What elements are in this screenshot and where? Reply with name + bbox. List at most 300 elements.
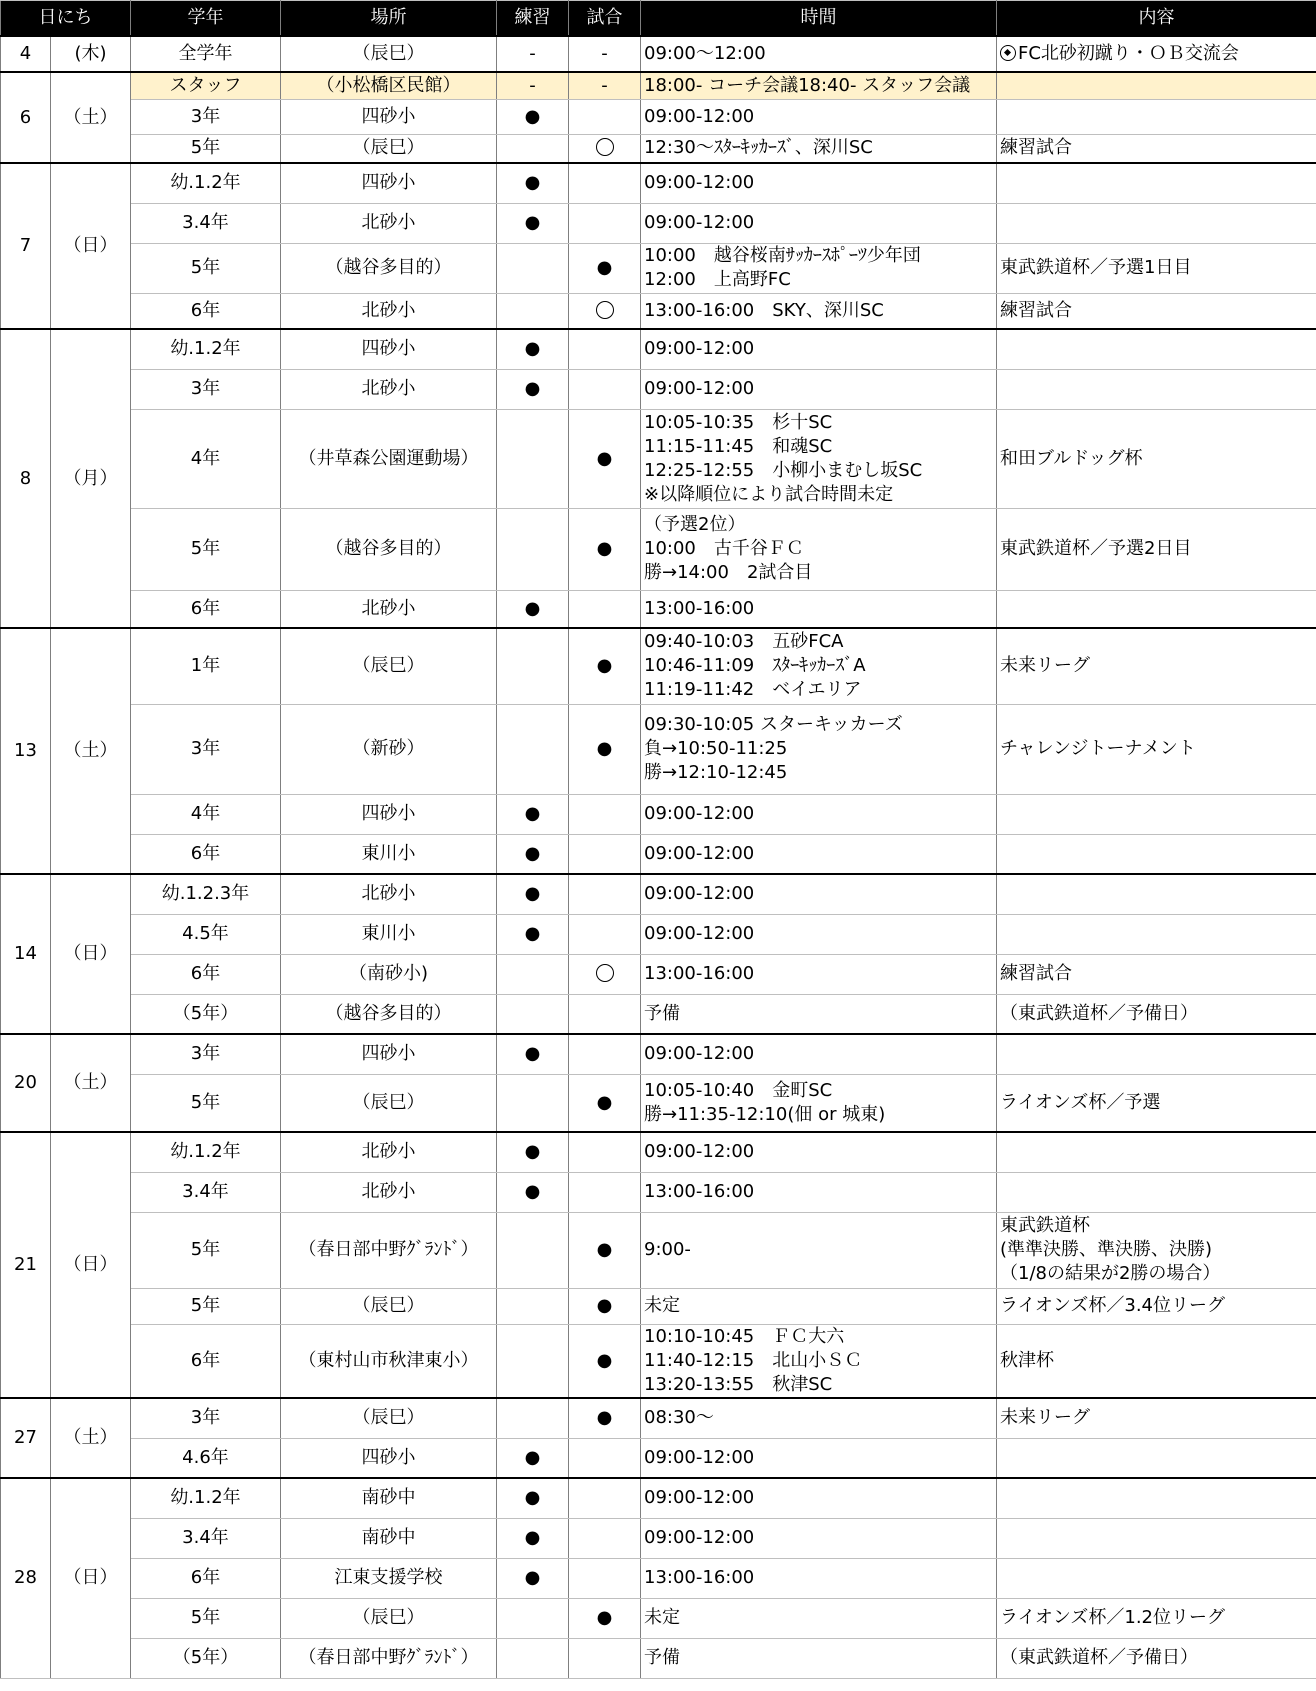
grade-cell: 5年 bbox=[131, 1288, 281, 1324]
time-line: （予選2位） bbox=[644, 514, 746, 535]
day-number: 8 bbox=[1, 329, 51, 628]
place-cell: 北砂小 bbox=[281, 1132, 497, 1172]
grade-cell: スタッフ bbox=[131, 72, 281, 99]
time-line: 09:00-12:00 bbox=[644, 105, 755, 127]
time-cell bbox=[641, 508, 997, 590]
place-cell: （新砂） bbox=[281, 704, 497, 794]
time-line: 10:05-10:35 杉十SC bbox=[644, 411, 833, 433]
header-row bbox=[1, 1, 1316, 37]
time-line: 09:00-12:00 bbox=[644, 172, 755, 194]
day-number: 27 bbox=[1, 1398, 51, 1478]
content-text: 未来リーグ bbox=[1000, 1407, 1090, 1429]
time-cell bbox=[641, 369, 997, 409]
time-line: 09:00-12:00 bbox=[644, 923, 755, 944]
place-cell: （越谷多目的） bbox=[281, 508, 497, 590]
match-mark bbox=[569, 99, 641, 134]
time-line: 未定 bbox=[644, 1607, 680, 1628]
time-line: 09:00-12:00 bbox=[644, 1446, 755, 1468]
time-cell bbox=[641, 1034, 997, 1074]
practice-mark bbox=[497, 293, 569, 329]
day-number: 20 bbox=[1, 1034, 51, 1132]
day-of-week: （土） bbox=[51, 72, 131, 163]
place-cell: （辰巳） bbox=[281, 1074, 497, 1132]
table-row bbox=[1, 1074, 1316, 1132]
content-cell bbox=[997, 1034, 1316, 1074]
time-line: 11:40-12:15 北山小ＳＣ bbox=[644, 1349, 863, 1371]
place-cell: 北砂小 bbox=[281, 590, 497, 628]
circle-mark-icon bbox=[596, 301, 614, 319]
content-cell bbox=[997, 628, 1316, 704]
place-cell: （小松橋区民館） bbox=[281, 72, 497, 99]
practice-mark: ● bbox=[497, 369, 569, 409]
day-number: 7 bbox=[1, 163, 51, 329]
content-text: 練習試合 bbox=[1000, 963, 1072, 984]
day-of-week: （日） bbox=[51, 1132, 131, 1398]
match-mark bbox=[569, 1172, 641, 1212]
practice-mark bbox=[497, 1324, 569, 1398]
match-mark: ● bbox=[569, 1212, 641, 1288]
content-cell bbox=[997, 1598, 1316, 1638]
table-row bbox=[1, 36, 1316, 72]
grade-cell: 幼.1.2年 bbox=[131, 163, 281, 203]
time-line: 09:00-12:00 bbox=[644, 803, 755, 824]
practice-mark: ● bbox=[497, 794, 569, 834]
content-cell bbox=[997, 874, 1316, 914]
time-cell bbox=[641, 409, 997, 508]
practice-mark: - bbox=[497, 36, 569, 72]
time-cell bbox=[641, 590, 997, 628]
time-line: 09:00-12:00 bbox=[644, 1487, 755, 1509]
table-row bbox=[1, 1034, 1316, 1074]
practice-mark bbox=[497, 243, 569, 293]
grade-cell: 3.4年 bbox=[131, 1518, 281, 1558]
time-cell bbox=[641, 36, 997, 72]
practice-mark bbox=[497, 134, 569, 163]
place-cell: （井草森公園運動場） bbox=[281, 409, 497, 508]
content-cell bbox=[997, 1638, 1316, 1678]
day-number: 21 bbox=[1, 1132, 51, 1398]
content-text: FC北砂初蹴り・ＯＢ交流会 bbox=[1018, 43, 1239, 64]
time-line: 08:30～ bbox=[644, 1407, 714, 1429]
place-cell: 北砂小 bbox=[281, 293, 497, 329]
content-cell bbox=[997, 1398, 1316, 1438]
day-number: 6 bbox=[1, 72, 51, 163]
place-cell: 北砂小 bbox=[281, 203, 497, 243]
time-cell bbox=[641, 994, 997, 1034]
content-line bbox=[1000, 1294, 1313, 1318]
grade-cell: 6年 bbox=[131, 1558, 281, 1598]
match-mark bbox=[569, 994, 641, 1034]
place-cell: 江東支援学校 bbox=[281, 1558, 497, 1598]
time-line: 13:00-16:00 bbox=[644, 963, 755, 984]
time-line: 09:00-12:00 bbox=[644, 1043, 755, 1065]
time-cell bbox=[641, 1638, 997, 1678]
table-row bbox=[1, 243, 1316, 293]
day-of-week: （土） bbox=[51, 1398, 131, 1478]
content-text: チャレンジトーナメント bbox=[1000, 738, 1196, 759]
practice-mark: ● bbox=[497, 1132, 569, 1172]
time-line: 09:00-12:00 bbox=[644, 883, 755, 905]
match-mark bbox=[569, 329, 641, 369]
place-cell: （越谷多目的） bbox=[281, 994, 497, 1034]
content-text: 東武鉄道杯／予選1日目 bbox=[1000, 257, 1192, 278]
schedule-body bbox=[1, 36, 1316, 1678]
content-text: ライオンズ杯／3.4位リーグ bbox=[1000, 1295, 1226, 1316]
practice-mark: ● bbox=[497, 834, 569, 874]
match-mark bbox=[569, 163, 641, 203]
table-row bbox=[1, 590, 1316, 628]
place-cell: 四砂小 bbox=[281, 794, 497, 834]
grade-cell: （5年） bbox=[131, 1638, 281, 1678]
circle-mark-icon bbox=[596, 138, 614, 156]
grade-cell: 5年 bbox=[131, 243, 281, 293]
time-cell bbox=[641, 628, 997, 704]
time-line: ※以降順位により試合時間未定 bbox=[644, 483, 894, 505]
practice-mark: ● bbox=[497, 1438, 569, 1478]
content-cell bbox=[997, 1172, 1316, 1212]
match-mark bbox=[569, 369, 641, 409]
place-cell: （南砂小) bbox=[281, 954, 497, 994]
content-cell bbox=[997, 243, 1316, 293]
time-cell bbox=[641, 163, 997, 203]
table-row bbox=[1, 1288, 1316, 1324]
place-cell: 東川小 bbox=[281, 914, 497, 954]
match-mark bbox=[569, 1034, 641, 1074]
time-line: 勝→11:35-12:10(佃 or 城東) bbox=[644, 1103, 886, 1125]
time-cell bbox=[641, 1478, 997, 1518]
content-cell bbox=[997, 1132, 1316, 1172]
practice-mark bbox=[497, 1638, 569, 1678]
match-mark: ● bbox=[569, 1324, 641, 1398]
practice-mark: ● bbox=[497, 1518, 569, 1558]
table-row bbox=[1, 794, 1316, 834]
table-row bbox=[1, 1598, 1316, 1638]
table-row bbox=[1, 1518, 1316, 1558]
content-line bbox=[1000, 256, 1313, 280]
content-line bbox=[1000, 1238, 1313, 1262]
time-line: 09:00～12:00 bbox=[644, 43, 766, 64]
practice-mark: ● bbox=[497, 99, 569, 134]
content-cell bbox=[997, 590, 1316, 628]
table-row bbox=[1, 874, 1316, 914]
match-mark: ● bbox=[569, 1398, 641, 1438]
match-mark bbox=[569, 1638, 641, 1678]
time-cell bbox=[641, 1132, 997, 1172]
header-match: 試合 bbox=[569, 1, 641, 37]
match-mark: ● bbox=[569, 1074, 641, 1132]
time-line: 11:19-11:42 ベイエリア bbox=[644, 679, 862, 701]
content-line bbox=[1000, 1262, 1313, 1286]
match-mark bbox=[569, 293, 641, 329]
day-of-week: （月） bbox=[51, 329, 131, 628]
practice-mark bbox=[497, 409, 569, 508]
place-cell: （辰巳） bbox=[281, 36, 497, 72]
time-cell bbox=[641, 1598, 997, 1638]
header-content: 内容 bbox=[997, 1, 1316, 37]
day-number: 13 bbox=[1, 628, 51, 874]
table-row bbox=[1, 1212, 1316, 1288]
time-cell bbox=[641, 134, 997, 163]
day-of-week: （日） bbox=[51, 874, 131, 1034]
time-line: 12:25-12:55 小柳小まむし坂SC bbox=[644, 459, 923, 481]
header-place: 場所 bbox=[281, 1, 497, 37]
content-line bbox=[1000, 299, 1313, 323]
content-text: ライオンズ杯／1.2位リーグ bbox=[1000, 1607, 1226, 1628]
table-row bbox=[1, 628, 1316, 704]
practice-mark: ● bbox=[497, 203, 569, 243]
grade-cell: 3年 bbox=[131, 1398, 281, 1438]
table-row bbox=[1, 914, 1316, 954]
practice-mark bbox=[497, 1398, 569, 1438]
place-cell: 四砂小 bbox=[281, 329, 497, 369]
content-text: 練習試合 bbox=[1000, 299, 1072, 321]
grade-cell: 3年 bbox=[131, 1034, 281, 1074]
content-cell bbox=[997, 1212, 1316, 1288]
time-line: 10:00 越谷桜南ｻｯｶｰｽﾎﾟｰﾂ少年団 bbox=[644, 245, 921, 266]
time-line: 13:00‐16:00 bbox=[644, 597, 755, 619]
content-cell bbox=[997, 704, 1316, 794]
content-cell bbox=[997, 329, 1316, 369]
practice-mark bbox=[497, 628, 569, 704]
content-cell bbox=[997, 994, 1316, 1034]
table-row bbox=[1, 834, 1316, 874]
table-row bbox=[1, 1478, 1316, 1518]
practice-mark: ● bbox=[497, 1478, 569, 1518]
content-cell bbox=[997, 1478, 1316, 1518]
time-cell bbox=[641, 704, 997, 794]
place-cell: 南砂中 bbox=[281, 1518, 497, 1558]
time-line: 13:20-13:55 秋津SC bbox=[644, 1373, 833, 1395]
grade-cell: 4.6年 bbox=[131, 1438, 281, 1478]
grade-cell: 5年 bbox=[131, 1074, 281, 1132]
grade-cell: 5年 bbox=[131, 1598, 281, 1638]
table-row bbox=[1, 1438, 1316, 1478]
header-grade: 学年 bbox=[131, 1, 281, 37]
content-cell bbox=[997, 1558, 1316, 1598]
grade-cell: 5年 bbox=[131, 508, 281, 590]
time-line: 10:10-10:45 ＦＣ大六 bbox=[644, 1325, 845, 1347]
table-row bbox=[1, 508, 1316, 590]
time-line: 12:30～ｽﾀｰｷｯｶｰｽﾞ、深川SC bbox=[644, 137, 873, 159]
content-text: 秋津杯 bbox=[1000, 1349, 1054, 1371]
practice-mark bbox=[497, 704, 569, 794]
place-cell: 南砂中 bbox=[281, 1478, 497, 1518]
content-line bbox=[1000, 962, 1313, 986]
time-line: 予備 bbox=[644, 1002, 680, 1024]
time-line: 09:00-12:00 bbox=[644, 338, 755, 360]
time-cell bbox=[641, 203, 997, 243]
grade-cell: 5年 bbox=[131, 134, 281, 163]
time-line: 09:00-12:00 bbox=[644, 378, 755, 399]
header-practice: 練習 bbox=[497, 1, 569, 37]
time-line: 12:00 上高野FC bbox=[644, 269, 791, 290]
content-line bbox=[1000, 1349, 1313, 1373]
time-cell bbox=[641, 1172, 997, 1212]
grade-cell: 6年 bbox=[131, 834, 281, 874]
day-number: 14 bbox=[1, 874, 51, 1034]
place-cell: （辰巳） bbox=[281, 1288, 497, 1324]
time-line: 09:30-10:05 スターキッカーズ bbox=[644, 714, 903, 735]
content-line bbox=[1000, 447, 1313, 471]
day-of-week: （土） bbox=[51, 628, 131, 874]
grade-cell: 全学年 bbox=[131, 36, 281, 72]
match-mark: ● bbox=[569, 1288, 641, 1324]
content-cell bbox=[997, 99, 1316, 134]
content-line bbox=[1000, 1091, 1313, 1115]
practice-mark bbox=[497, 1288, 569, 1324]
match-mark bbox=[569, 874, 641, 914]
content-cell bbox=[997, 914, 1316, 954]
content-line bbox=[1000, 1606, 1313, 1630]
match-mark: - bbox=[569, 36, 641, 72]
content-cell bbox=[997, 203, 1316, 243]
match-mark bbox=[569, 954, 641, 994]
match-mark bbox=[569, 134, 641, 163]
time-line: 予備 bbox=[644, 1647, 680, 1668]
content-text: （東武鉄道杯／予備日） bbox=[1000, 1647, 1198, 1668]
match-mark bbox=[569, 1558, 641, 1598]
place-cell: （東村山市秋津東小） bbox=[281, 1324, 497, 1398]
content-line bbox=[1000, 42, 1313, 66]
practice-mark bbox=[497, 1074, 569, 1132]
time-line: 未定 bbox=[644, 1295, 680, 1316]
time-cell bbox=[641, 72, 997, 99]
content-cell bbox=[997, 163, 1316, 203]
content-cell bbox=[997, 508, 1316, 590]
practice-mark bbox=[497, 508, 569, 590]
day-of-week: （日） bbox=[51, 163, 131, 329]
match-mark bbox=[569, 203, 641, 243]
grade-cell: 6年 bbox=[131, 954, 281, 994]
content-line bbox=[1000, 1406, 1313, 1430]
table-row bbox=[1, 1132, 1316, 1172]
content-cell bbox=[997, 794, 1316, 834]
match-mark: ● bbox=[569, 628, 641, 704]
table-row bbox=[1, 1324, 1316, 1398]
table-row bbox=[1, 994, 1316, 1034]
table-row bbox=[1, 409, 1316, 508]
practice-mark: ● bbox=[497, 914, 569, 954]
grade-cell: 5年 bbox=[131, 1212, 281, 1288]
place-cell: 四砂小 bbox=[281, 1438, 497, 1478]
practice-mark: ● bbox=[497, 329, 569, 369]
practice-mark: ● bbox=[497, 1172, 569, 1212]
place-cell: （辰巳） bbox=[281, 1398, 497, 1438]
grade-cell: 4年 bbox=[131, 794, 281, 834]
content-line bbox=[1000, 136, 1313, 160]
content-line bbox=[1000, 1214, 1313, 1238]
time-line: 11:15-11:45 和魂SC bbox=[644, 435, 833, 457]
grade-cell: 幼.1.2.3年 bbox=[131, 874, 281, 914]
match-mark bbox=[569, 914, 641, 954]
time-line: 09:00-12:00 bbox=[644, 212, 755, 233]
time-cell bbox=[641, 834, 997, 874]
match-mark: - bbox=[569, 72, 641, 99]
practice-mark bbox=[497, 1598, 569, 1638]
content-text: 和田ブルドッグ杯 bbox=[1000, 447, 1143, 469]
time-cell bbox=[641, 1324, 997, 1398]
time-line: 09:40-10:03 五砂FCA bbox=[644, 631, 844, 653]
practice-mark: ● bbox=[497, 1034, 569, 1074]
time-line: 10:46-11:09 ｽﾀｰｷｯｶｰｽﾞA bbox=[644, 655, 866, 677]
time-cell bbox=[641, 794, 997, 834]
table-row bbox=[1, 72, 1316, 99]
practice-mark: ● bbox=[497, 874, 569, 914]
time-cell bbox=[641, 243, 997, 293]
place-cell: （辰巳） bbox=[281, 134, 497, 163]
time-line: 09:00-12:00 bbox=[644, 842, 755, 864]
grade-cell: （5年） bbox=[131, 994, 281, 1034]
practice-mark bbox=[497, 954, 569, 994]
time-cell bbox=[641, 1438, 997, 1478]
time-cell bbox=[641, 293, 997, 329]
place-cell: （辰巳） bbox=[281, 628, 497, 704]
match-mark: ● bbox=[569, 409, 641, 508]
grade-cell: 3年 bbox=[131, 369, 281, 409]
time-line: 負→10:50-11:25 bbox=[644, 738, 788, 759]
time-cell bbox=[641, 1288, 997, 1324]
grade-cell: 3年 bbox=[131, 704, 281, 794]
time-line: 09:00-12:00 bbox=[644, 1141, 755, 1163]
table-row bbox=[1, 704, 1316, 794]
content-cell bbox=[997, 293, 1316, 329]
time-cell bbox=[641, 874, 997, 914]
place-cell: 北砂小 bbox=[281, 874, 497, 914]
match-mark: ● bbox=[569, 704, 641, 794]
grade-cell: 3.4年 bbox=[131, 203, 281, 243]
time-cell bbox=[641, 99, 997, 134]
place-cell: 北砂小 bbox=[281, 369, 497, 409]
content-text: （1/8の結果が2勝の場合） bbox=[1000, 1263, 1221, 1284]
grade-cell: 4.5年 bbox=[131, 914, 281, 954]
day-number: 4 bbox=[1, 36, 51, 72]
grade-cell: 幼.1.2年 bbox=[131, 1132, 281, 1172]
day-number: 28 bbox=[1, 1478, 51, 1678]
table-row bbox=[1, 329, 1316, 369]
time-cell bbox=[641, 1558, 997, 1598]
content-cell bbox=[997, 1438, 1316, 1478]
match-mark: ● bbox=[569, 243, 641, 293]
content-text: (準準決勝、準決勝、決勝) bbox=[1000, 1239, 1213, 1260]
match-mark bbox=[569, 834, 641, 874]
table-row bbox=[1, 134, 1316, 163]
match-mark bbox=[569, 1478, 641, 1518]
grade-cell: 3年 bbox=[131, 99, 281, 134]
match-mark bbox=[569, 1438, 641, 1478]
time-line: 10:00 古千谷ＦＣ bbox=[644, 538, 804, 559]
table-row bbox=[1, 954, 1316, 994]
match-mark bbox=[569, 794, 641, 834]
content-text: ライオンズ杯／予選 bbox=[1000, 1091, 1161, 1113]
grade-cell: 1年 bbox=[131, 628, 281, 704]
time-cell bbox=[641, 1398, 997, 1438]
practice-mark bbox=[497, 994, 569, 1034]
day-of-week: （日） bbox=[51, 1478, 131, 1678]
practice-mark: ● bbox=[497, 590, 569, 628]
match-mark bbox=[569, 590, 641, 628]
time-cell bbox=[641, 1212, 997, 1288]
time-line: 13:00‐16:00 SKY、深川SC bbox=[644, 299, 884, 321]
match-mark: ● bbox=[569, 508, 641, 590]
time-cell bbox=[641, 1074, 997, 1132]
place-cell: （春日部中野ｸﾞﾗﾝﾄﾞ） bbox=[281, 1212, 497, 1288]
place-cell: （越谷多目的） bbox=[281, 243, 497, 293]
time-line: 18:00- コーチ会議18:40- スタッフ会議 bbox=[644, 74, 971, 96]
table-row bbox=[1, 1638, 1316, 1678]
content-cell bbox=[997, 409, 1316, 508]
time-cell bbox=[641, 954, 997, 994]
content-line bbox=[1000, 1002, 1313, 1026]
